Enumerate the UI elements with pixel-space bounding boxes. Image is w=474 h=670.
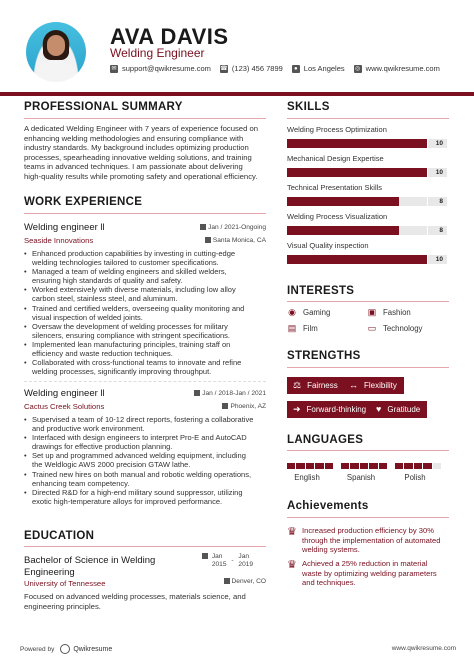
contact-phone: (123) 456 7899 bbox=[231, 64, 283, 73]
language-level-segment bbox=[423, 463, 431, 469]
education-dates: Jan 2015 - Jan 2019 bbox=[202, 553, 253, 569]
list-item: • Directed R&D for a high-end military sound suppressor, utilizing exotic high-temperature alloys for improved performance. bbox=[24, 488, 274, 506]
strength-forward-thinking: ➜ Forward-thinking bbox=[287, 401, 373, 418]
skill-name: Welding Process Optimization bbox=[287, 125, 387, 134]
email-icon: ✉ bbox=[111, 65, 117, 72]
skill-bar bbox=[287, 168, 447, 177]
language-level-segment bbox=[287, 463, 295, 469]
achievement-item: Achieved a 25% reduction in material waste by optimizing welding parameters and techniques. bbox=[302, 559, 437, 588]
heart-icon: ♥ bbox=[376, 404, 382, 414]
list-item: • Collaborated with cross-functional teams to innovate and refine welding processes, significantly improving throughput. bbox=[24, 358, 274, 376]
job-title: Welding engineer ll bbox=[24, 222, 105, 233]
language-level-segment bbox=[379, 463, 387, 469]
calendar-icon bbox=[200, 224, 206, 230]
job-company: Seaside Innovations bbox=[24, 236, 94, 245]
language-level-bar bbox=[341, 463, 387, 469]
achievements-heading: Achievements bbox=[287, 500, 369, 512]
skill-name: Mechanical Design Expertise bbox=[287, 154, 384, 163]
shopping-bag-icon: ▣ bbox=[367, 307, 377, 317]
list-item: • Supervised a team of 10-12 direct reports, fostering a collaborative and productive work environment. bbox=[24, 415, 274, 433]
pin-icon bbox=[205, 237, 211, 243]
interests-rule bbox=[287, 301, 449, 302]
skill-name: Welding Process Visualization bbox=[287, 212, 388, 221]
education-location: Denver, CO bbox=[224, 578, 266, 585]
strengths-rule bbox=[287, 367, 449, 368]
trophy-icon: ♛ bbox=[287, 559, 297, 571]
skill-fill bbox=[287, 255, 427, 264]
achievement-item: Increased production efficiency by 30% through the implementation of automated welding systems. bbox=[302, 526, 441, 555]
job-dates: Jan / 2021-Ongoing bbox=[200, 224, 266, 231]
strength-flexibility: ↔ Flexibility bbox=[343, 377, 404, 394]
list-item: • Interfaced with design engineers to interpret Pro-E and AutoCAD drawings for effective production planning. bbox=[24, 433, 274, 451]
skill-value: 10 bbox=[435, 140, 443, 147]
footer-website[interactable]: www.qwikresume.com bbox=[391, 645, 456, 652]
contact-location: Los Angeles bbox=[303, 64, 345, 73]
languages-rule bbox=[287, 450, 449, 451]
summary-heading: PROFESSIONAL SUMMARY bbox=[24, 101, 183, 113]
interest-film: ▤ Film bbox=[287, 323, 318, 333]
language-level-segment bbox=[350, 463, 358, 469]
skill-value: 8 bbox=[439, 227, 443, 234]
language-level-segment bbox=[360, 463, 368, 469]
strengths-heading: STRENGTHS bbox=[287, 350, 361, 362]
job-title: Welding engineer ll bbox=[24, 388, 105, 399]
interest-gaming: ◉ Gaming bbox=[288, 307, 331, 317]
job-location: Santa Monica, CA bbox=[205, 237, 266, 244]
job-bullets bbox=[24, 249, 274, 376]
experience-heading: WORK EXPERIENCE bbox=[24, 196, 143, 208]
skill-fill bbox=[287, 139, 427, 148]
language-level-segment bbox=[341, 463, 349, 469]
skills-heading: SKILLS bbox=[287, 101, 330, 113]
language-english: English bbox=[294, 473, 320, 482]
job-location: Phoenix, AZ bbox=[222, 403, 266, 410]
skill-bar bbox=[287, 197, 447, 206]
strength-fairness: ⚖ Fairness bbox=[287, 377, 345, 394]
candidate-name: AVA DAVIS bbox=[110, 24, 229, 49]
calendar-icon bbox=[194, 390, 200, 396]
job-company: Cactus Creek Solutions bbox=[24, 402, 105, 411]
resume-header bbox=[0, 0, 474, 96]
language-level-bar bbox=[395, 463, 441, 469]
strength-gratitude: ♥ Gratitude bbox=[370, 401, 427, 418]
list-item: • Implemented lean manufacturing principles, training staff on efficiency and waste reduction techniques. bbox=[24, 340, 274, 358]
languages-heading: LANGUAGES bbox=[287, 434, 364, 446]
film-icon: ▤ bbox=[287, 323, 297, 333]
language-level-bar bbox=[287, 463, 333, 469]
achievements-rule bbox=[287, 517, 449, 518]
profile-photo bbox=[26, 22, 86, 82]
skill-value: 10 bbox=[435, 256, 443, 263]
skill-value: 10 bbox=[435, 169, 443, 176]
job-dates: Jan / 2018-Jan / 2021 bbox=[194, 390, 266, 397]
list-item: • Oversaw the development of welding processes for military silencers, ensuring compliance with stringent specifications. bbox=[24, 322, 274, 340]
skill-fill bbox=[287, 197, 399, 206]
skill-fill bbox=[287, 168, 427, 177]
language-level-segment bbox=[296, 463, 304, 469]
skill-value: 8 bbox=[439, 198, 443, 205]
trophy-icon: ♛ bbox=[287, 526, 297, 538]
language-level-segment bbox=[325, 463, 333, 469]
list-item: • Managed a team of welding engineers and skilled welders, ensuring high standards of quality and safety. bbox=[24, 267, 274, 285]
skill-bar bbox=[287, 139, 447, 148]
summary-rule bbox=[24, 118, 266, 119]
experience-rule bbox=[24, 213, 266, 214]
skill-name: Visual Quality inspection bbox=[287, 241, 369, 250]
page-footer bbox=[0, 636, 474, 670]
powered-by: Powered by Qwikresume bbox=[20, 645, 113, 653]
language-polish: Polish bbox=[404, 473, 426, 482]
list-item: • Set up and programmed advanced welding equipment, including the Weldlogic AWS 2000 precision GTAW lathe. bbox=[24, 451, 274, 469]
arrow-right-icon: ➜ bbox=[293, 404, 301, 414]
contact-row bbox=[110, 64, 449, 73]
language-spanish: Spanish bbox=[346, 473, 376, 482]
skill-bar bbox=[287, 226, 447, 235]
language-level-segment bbox=[395, 463, 403, 469]
list-item: • Trained and certified welders, overseeing quality monitoring and visual inspection of welded joints. bbox=[24, 304, 274, 322]
list-item: • Worked extensively with diverse materials, including low alloy carbon steel, stainless steel, and aluminum. bbox=[24, 285, 274, 303]
list-item: • Trained new hires on both manual and robotic welding operations, enhancing team competency. bbox=[24, 470, 274, 488]
education-description: Focused on advanced welding processes, materials science, and engineering principles. bbox=[24, 592, 246, 611]
location-pin-icon: ● bbox=[292, 65, 300, 73]
interests-heading: INTERESTS bbox=[287, 285, 355, 297]
education-rule bbox=[24, 546, 266, 547]
language-level-segment bbox=[404, 463, 412, 469]
laptop-icon: ▭ bbox=[367, 323, 377, 333]
skill-bar bbox=[287, 255, 447, 264]
education-school: University of Tennessee bbox=[24, 579, 106, 588]
skill-fill bbox=[287, 226, 399, 235]
language-level-segment bbox=[306, 463, 314, 469]
phone-icon: ☎ bbox=[220, 65, 228, 72]
globe-icon: ◎ bbox=[355, 65, 361, 72]
scale-icon: ⚖ bbox=[293, 380, 302, 390]
interest-technology: ▭ Technology bbox=[367, 323, 423, 333]
contact-email[interactable]: support@qwikresume.com bbox=[122, 64, 211, 73]
language-level-segment bbox=[433, 463, 441, 469]
skills-rule bbox=[287, 118, 449, 119]
contact-website[interactable]: www.qwikresume.com bbox=[365, 64, 440, 73]
list-item: • Enhanced production capabilities by investing in cutting-edge welding technologies tailored to customer specifications. bbox=[24, 249, 274, 267]
gamepad-icon: ◉ bbox=[288, 307, 296, 317]
arrows-icon: ↔ bbox=[349, 380, 358, 390]
language-level-segment bbox=[414, 463, 422, 469]
language-level-segment bbox=[315, 463, 323, 469]
summary-text: A dedicated Welding Engineer with 7 years of experience focused on enhancing welding methodologies and ensuring compliance with industry standards. My background includes optimizing production processes, spearheading innovative welding solutions, and training teams in advanced techniques. I am passionate about delivering high-quality results while promoting safety and operational efficiency. bbox=[24, 124, 259, 181]
header-divider bbox=[0, 92, 474, 96]
interest-fashion: ▣ Fashion bbox=[367, 307, 411, 317]
job-divider bbox=[24, 381, 266, 382]
calendar-icon bbox=[202, 553, 208, 559]
skill-name: Technical Presentation Skills bbox=[287, 183, 383, 192]
candidate-title: Welding Engineer bbox=[110, 46, 205, 60]
education-heading: EDUCATION bbox=[24, 530, 95, 542]
job-bullets bbox=[24, 415, 274, 506]
pin-icon bbox=[222, 403, 228, 409]
pin-icon bbox=[224, 578, 230, 584]
language-level-segment bbox=[369, 463, 377, 469]
qwikresume-logo-icon bbox=[60, 644, 70, 654]
education-degree: Bachelor of Science in Welding Engineering bbox=[24, 555, 156, 578]
